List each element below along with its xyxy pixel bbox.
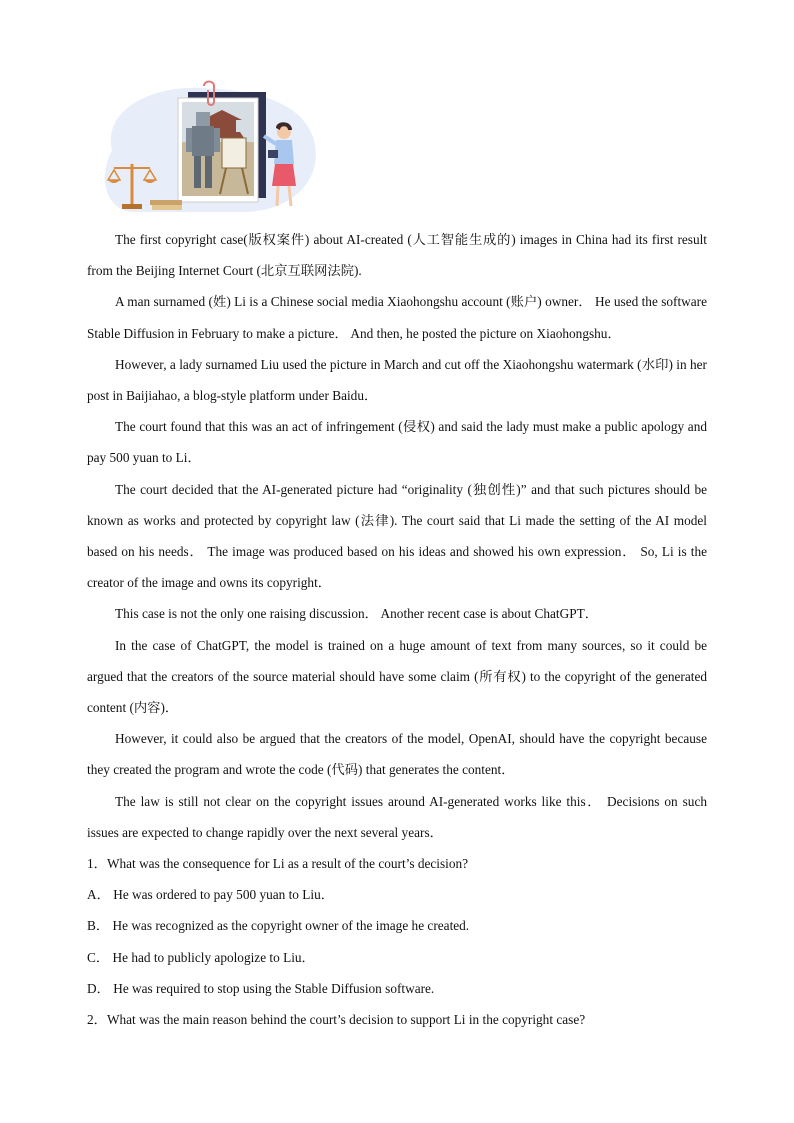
ai-copyright-illustration [92, 80, 324, 216]
document-body [87, 224, 707, 1035]
article-paragraph: The court found that this was an act of infringement (侵权) and said the lady must make a public apology and pay 500 yuan to Li． [87, 419, 707, 466]
article-paragraph: In the case of ChatGPT, the model is trained on a huge amount of text from many sources, so it could be argued that the creators of the source material should have some claim (所有权) to the copyright of the generated content (内容)． [87, 637, 707, 716]
article-paragraph: The court decided that the AI-generated picture had “originality (独创性)” and that such pictures should be known as works and protected by copyright law (法律). The court said that Li made the setting of the AI model based on his needs． The image was produced based on his ideas and showed his own expression． So, Li is the creator of the image and owns its copyright． [87, 481, 707, 591]
question-1-option-b: B． He was recognized as the copyright owner of the image he created. [87, 918, 470, 934]
question-1-option-d: D． He was required to stop using the Stable Diffusion software. [87, 980, 435, 996]
article-paragraph: This case is not the only one raising discussion． Another recent case is about ChatGPT． [115, 606, 599, 622]
article-paragraph: However, a lady surnamed Liu used the picture in March and cut off the Xiaohongshu watermark (水印) in her post in Baijiahao, a blog-style platform under Baidu． [87, 356, 707, 404]
question-1-option-c: C． He had to publicly apologize to Liu． [87, 949, 315, 965]
article-paragraph: However, it could also be argued that the creators of the model, OpenAI, should have the copyright because they created the program and wrote the code (代码) that generates the content． [87, 731, 707, 778]
books-icon [150, 200, 182, 210]
easel-canvas [222, 138, 246, 168]
article-paragraph: A man surnamed (姓) Li is a Chinese social media Xiaohongshu account (账户) owner． He used the software Stable Diffusion in February to make a picture． And then, he posted the picture on Xiaohongshu． [87, 294, 707, 341]
article-illustration [92, 80, 324, 216]
question-2-stem: 2．What was the main reason behind the court’s decision to support Li in the copyright case? [87, 1012, 586, 1028]
question-1-option-a: A． He was ordered to pay 500 yuan to Liu． [87, 887, 335, 903]
article-paragraph: The law is still not clear on the copyright issues around AI-generated works like this． Decisions on such issues are expected to change rapidly over the next several years． [87, 793, 707, 840]
article-paragraph: The first copyright case(版权案件) about AI-created (人工智能生成的) images in China had its first result from the Beijing Internet Court (北京互联网法院). [87, 232, 707, 279]
question-1-stem: 1．What was the consequence for Li as a result of the court’s decision? [87, 856, 469, 872]
